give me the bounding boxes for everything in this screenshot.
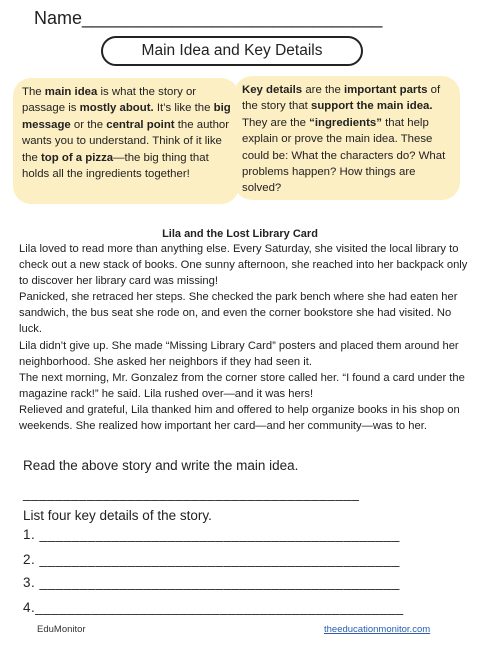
text: of the story that xyxy=(242,84,441,113)
name-line[interactable]: ______________________________ xyxy=(82,8,383,28)
text: or the xyxy=(70,118,107,131)
name-field[interactable] xyxy=(34,8,382,29)
key-detail-answer-line-3[interactable]: 3. _____________________________________________ xyxy=(23,575,400,590)
text: are the xyxy=(302,84,344,96)
name-label: Name xyxy=(34,8,83,28)
worksheet-title-text: Main Idea and Key Details xyxy=(141,42,323,59)
story-paragraph: The next morning, Mr. Gonzalez from the corner store called her. “I found a card under the magazine rack!” he said. Lila rushed over—and it was hers! xyxy=(19,371,465,400)
text: The xyxy=(22,86,45,98)
footer-brand: EduMonitor xyxy=(37,624,86,635)
key-details-prompt: List four key details of the story. xyxy=(23,508,212,523)
story-title: Lila and the Lost Library Card xyxy=(162,228,318,240)
story-paragraph: Relieved and grateful, Lila thanked him and offered to help organize books in his shop on weekends. She realized how important her card—and her community—was to her. xyxy=(19,403,460,433)
worksheet-title xyxy=(101,36,363,66)
text: —the big thing that holds all the ingredients together! xyxy=(22,151,209,181)
story-paragraph: Lila didn’t give up. She made “Missing Library Card” posters and placed them around her neighborhood. She asked her neighbors if they had seen it. xyxy=(19,339,459,368)
bold-text: support the main idea. xyxy=(311,100,433,113)
main-idea-prompt: Read the above story and write the main idea. xyxy=(23,458,299,473)
footer-site-link[interactable]: theeducationmonitor.com xyxy=(324,624,431,635)
key-detail-answer-line-4[interactable]: 4.______________________________________________ xyxy=(23,600,404,615)
text: They are the xyxy=(242,116,310,129)
story-text xyxy=(19,241,469,434)
bold-text: main idea xyxy=(44,86,98,98)
bold-text: big message xyxy=(22,102,231,131)
text: It’s like the xyxy=(153,102,214,115)
story-paragraph: Panicked, she retraced her steps. She checked the park bench where she had eaten her sandwich, the bus seat she rode on, and even the corner bookstore she had visited. No luck. xyxy=(19,291,458,336)
key-details-definition-box xyxy=(234,76,460,200)
bold-text: “ingredients” xyxy=(309,116,382,129)
main-idea-answer-line[interactable]: __________________________________________ xyxy=(23,486,360,501)
bold-text: Key details xyxy=(242,84,303,96)
bold-text: top of a pizza xyxy=(41,151,114,164)
story-paragraph: Lila loved to read more than anything else. Every Saturday, she visited the local library to check out a new stack of books. One sunny afternoon, she reached into her backpack only to discover her library card was missing! xyxy=(19,243,468,288)
key-detail-answer-line-1[interactable]: 1. _____________________________________________ xyxy=(23,527,400,542)
bold-text: mostly about. xyxy=(79,102,154,115)
text: that help explain or prove the main idea. These could be: What the characters do? What problems happen? How things are solved? xyxy=(242,116,446,195)
key-detail-answer-line-2[interactable]: 2. _____________________________________________ xyxy=(23,552,400,567)
bold-text: central point xyxy=(106,118,175,131)
bold-text: important parts xyxy=(343,84,428,96)
text: the author wants you to understand. Think of it like the xyxy=(22,118,230,164)
text: is what the story or passage is xyxy=(22,86,197,115)
main-idea-definition-box xyxy=(13,78,239,204)
